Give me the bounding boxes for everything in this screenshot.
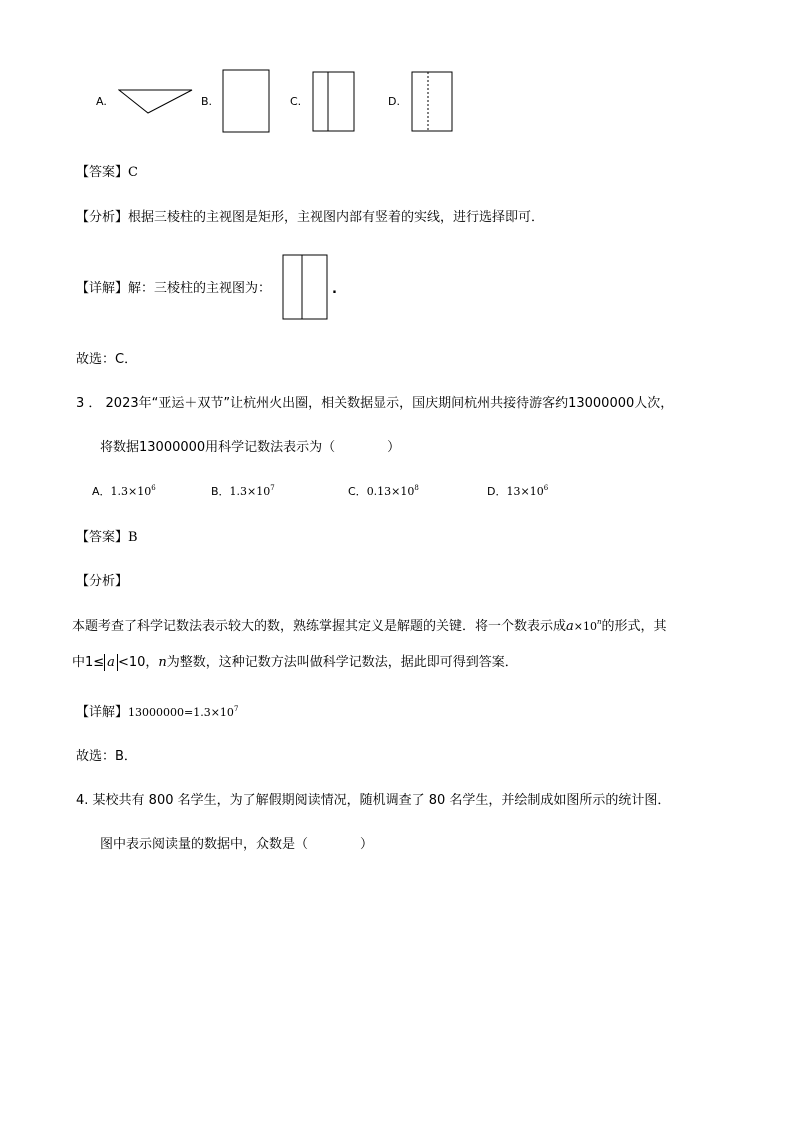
math-abs-a: a <box>104 654 118 671</box>
option-label: C． <box>348 485 367 498</box>
q3-option-d <box>487 486 548 497</box>
q3-option-b <box>211 486 275 497</box>
answer-value: C <box>128 165 138 180</box>
detail-period: . <box>332 282 337 297</box>
option-d-label: D. <box>388 95 400 108</box>
option-exponent: 6 <box>543 484 549 492</box>
detail-tag: 【详解】 <box>76 281 129 296</box>
q3-detail <box>76 706 238 719</box>
detail-text: 解：三棱柱的主视图为： <box>128 281 272 296</box>
analysis-text-end: 的形式，其 <box>601 619 667 634</box>
option-b-rectangle-figure <box>222 69 271 133</box>
detail-text: 13000000=1.3×10 <box>128 706 234 719</box>
math-n: n <box>158 655 167 670</box>
detail-front-view-figure <box>282 254 329 321</box>
q3-stem-line2: 将数据13000000用科学记数法表示为（ ） <box>100 440 401 455</box>
answer-tag: 【答案】 <box>76 530 129 545</box>
q4-stem-line1: 4. 某校共有 800 名学生，为了解假期阅读情况，随机调查了 80 名学生，并绘制成如图所示的统计图． <box>76 793 671 808</box>
q2-answer <box>76 166 138 179</box>
math-times-ten: ×10 <box>573 620 597 633</box>
q3-stem-line1: 3 ． 2023年“亚运＋双节”让杭州火出圈，相关数据显示，国庆期间杭州共接待游客约13000000人次， <box>76 396 674 411</box>
analysis-text: 根据三棱柱的主视图是矩形，主视图内部有竖着的实线，进行选择即可． <box>128 210 545 225</box>
q3-option-a <box>92 486 156 497</box>
q3-analysis-tag: 【分析】 <box>76 574 129 589</box>
option-exponent: 8 <box>414 484 419 492</box>
analysis-text: <10， <box>117 655 159 670</box>
analysis-text: 本题考查了科学记数法表示较大的数，熟练掌握其定义是解题的关键．将一个数表示成 <box>72 619 567 634</box>
option-c-label: C. <box>290 95 302 108</box>
option-a-label: A. <box>96 95 107 108</box>
option-label: A． <box>92 485 111 498</box>
math-n: n <box>597 618 602 626</box>
math-a: a <box>566 619 574 634</box>
option-d-rectangle-dashed-line-figure <box>411 71 454 133</box>
q3-option-c <box>348 486 419 497</box>
q3-answer <box>76 531 138 544</box>
analysis-text: 中1≤ <box>72 655 105 670</box>
q2-analysis <box>76 211 544 224</box>
option-a-triangle-figure <box>118 88 194 116</box>
q2-detail <box>76 282 271 295</box>
option-label: B． <box>211 485 230 498</box>
option-exponent: 6 <box>151 484 156 492</box>
q3-choice: 故选：B． <box>76 749 137 764</box>
option-c-rectangle-solid-line-figure <box>312 71 356 133</box>
option-mantissa: 1.3×10 <box>229 485 271 498</box>
answer-tag: 【答案】 <box>76 165 129 180</box>
option-mantissa: 13×10 <box>506 485 544 498</box>
q3-analysis-para1 <box>72 620 667 633</box>
detail-tag: 【详解】 <box>76 705 129 720</box>
detail-exponent: 7 <box>233 705 239 713</box>
option-b-label: B. <box>201 95 213 108</box>
q3-analysis-para2 <box>72 656 518 669</box>
analysis-tag: 【分析】 <box>76 210 129 225</box>
option-label: D． <box>487 485 507 498</box>
option-mantissa: 0.13×10 <box>366 485 415 498</box>
analysis-text-end: 为整数，这种记数方法叫做科学记数法，据此即可得到答案． <box>166 655 518 670</box>
q2-choice: 故选：C． <box>76 352 138 367</box>
option-mantissa: 1.3×10 <box>110 485 152 498</box>
answer-value: B <box>128 530 138 545</box>
option-exponent: 7 <box>270 484 275 492</box>
q4-stem-line2: 图中表示阅读量的数据中，众数是（ ） <box>100 837 374 852</box>
